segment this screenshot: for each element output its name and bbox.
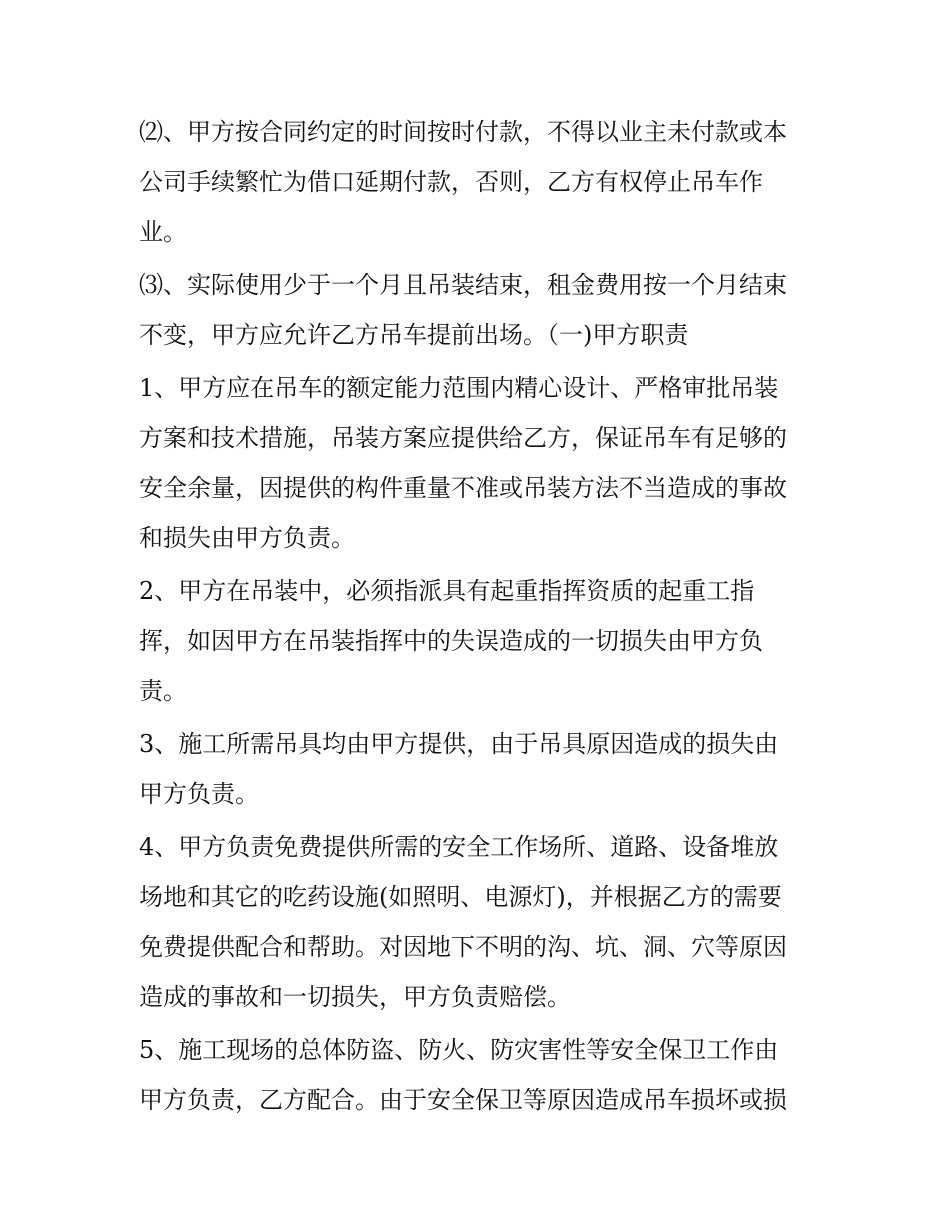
text-line: 5、施工现场的总体防盗、防火、防灾害性等安全保卫工作由 [139,1036,779,1064]
text-line: 挥，如因甲方在吊装指挥中的失误造成的一切损失由甲方负 [139,627,763,655]
text-line: 责。 [139,677,187,705]
text-line: 3、施工所需吊具均由甲方提供，由于吊具原因造成的损失由 [139,730,779,758]
text-line: 造成的事故和一切损失，甲方负责赔偿。 [139,983,571,1011]
text-line: 公司手续繁忙为借口延期付款，否则，乙方有权停止吊车作 [139,168,763,196]
text-line: ⑵、甲方按合同约定的时间按时付款，不得以业主未付款或本 [139,118,787,146]
text-line: 4、甲方负责免费提供所需的安全工作场所、道路、设备堆放 [139,833,779,861]
text-line: 和损失由甲方负责。 [139,524,355,552]
text-line: 甲方负责。 [139,780,259,808]
text-line: ⑶、实际使用少于一个月且吊装结束，租金费用按一个月结束 [139,271,787,299]
text-line: 方案和技术措施，吊装方案应提供给乙方，保证吊车有足够的 [139,424,787,452]
text-line: 甲方负责，乙方配合。由于安全保卫等原因造成吊车损坏或损 [139,1086,787,1114]
contract-text [139,107,819,1125]
text-line: 2、甲方在吊装中，必须指派具有起重指挥资质的起重工指 [139,577,755,605]
text-line: 业。 [139,218,187,246]
text-line: 场地和其它的吃药设施(如照明、电源灯)，并根据乙方的需要 [139,883,782,911]
text-line: 1、甲方应在吊车的额定能力范围内精心设计、严格审批吊装 [139,374,779,402]
text-line: 不变，甲方应允许乙方吊车提前出场。（一)甲方职责 [139,321,689,349]
text-line: 免费提供配合和帮助。对因地下不明的沟、坑、洞、穴等原因 [139,933,787,961]
text-line: 安全余量，因提供的构件重量不准或吊装方法不当造成的事故 [139,474,787,502]
